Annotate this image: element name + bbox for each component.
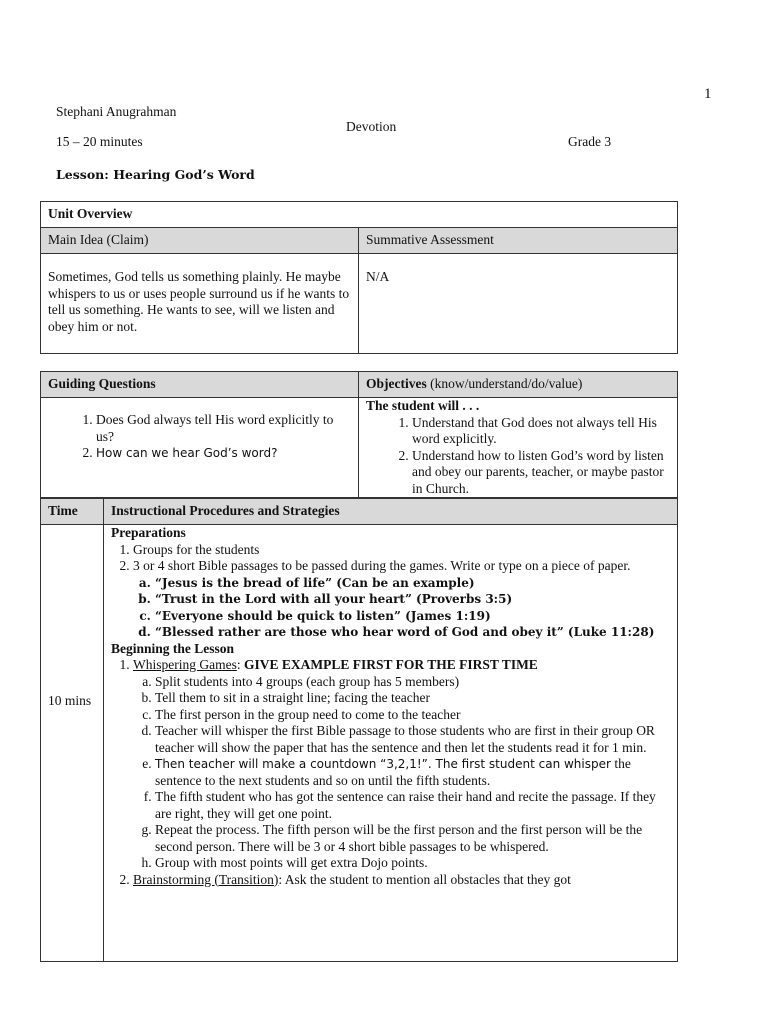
grade-level: Grade 3 (568, 134, 612, 149)
bible-passage: c. “Everyone should be quick to listen” (James 1:19) (155, 608, 667, 625)
guiding-question: 1. Does God always tell His word explicitly to us? (96, 412, 351, 445)
game-step: d. Teacher will whisper the first Bible passage to those students who are first in their group OR teacher will show the paper that has the sentence and then let the students read it for 1 min. (155, 723, 667, 756)
objectives-header-rest: (know/understand/do/value) (426, 376, 583, 391)
game-step: b. Tell them to sit in a straight line; facing the teacher (155, 690, 667, 707)
preparation-item: 2. 3 or 4 short Bible passages to be passed during the games. Write or type on a piece of paper. a. “Jesus is the bread of life” (Can be an example) b. “Trust in the Lord with all your heart” (Proverbs 3:5) c. “Everyone should be quick to listen” (James 1:19) d. “Blessed rather are those who hear word of God and obey it” (Luke 11:28) (133, 558, 667, 641)
objectives-header-bold: Objectives (366, 376, 427, 391)
lesson-duration: 15 – 20 minutes (56, 134, 143, 149)
procedures-table (40, 498, 678, 962)
main-idea-text: Sometimes, God tells us something plainly. He maybe whispers to us or uses people surround us if he wants to tell us something. He wants to see, will we listen and obey him or not. (41, 254, 359, 354)
objectives-cell (359, 398, 678, 498)
bible-passage: d. “Blessed rather are those who hear word of God and obey it” (Luke 11:28) (155, 624, 667, 641)
author-name: Stephani Anugrahman (56, 104, 177, 119)
game-step: f. The fifth student who has got the sentence can raise their hand and recite the passage. If they are right, they will get one point. (155, 789, 667, 822)
game-title: Whispering Games (133, 657, 237, 672)
procedures-cell (104, 525, 678, 962)
game-step: c. The first person in the group need to come to the teacher (155, 707, 667, 724)
lesson-title: Lesson: Hearing God’s Word (56, 167, 255, 182)
unit-overview-table (40, 201, 678, 354)
game-step: e. Then teacher will make a countdown “3,2,1!”. The first student can whisper the sentence to the next students and so on until the fifth students. (155, 756, 667, 789)
game-step: g. Repeat the process. The fifth person will be the first person and the first person will be the second person. There will be 3 or 4 short bible passages to be whispered. (155, 822, 667, 855)
subject-title: Devotion (346, 119, 397, 134)
time-value: 10 mins (41, 525, 104, 962)
summative-assessment-text: N/A (359, 254, 678, 354)
brainstorming: 2. Brainstorming (Transition): Ask the student to mention all obstacles that they got (133, 872, 667, 889)
game-step: a. Split students into 4 groups (each group has 5 members) (155, 674, 667, 691)
summative-assessment-header: Summative Assessment (359, 228, 678, 254)
time-header: Time (41, 499, 104, 525)
preparations-title: Preparations (111, 525, 186, 540)
game-step: h. Group with most points will get extra Dojo points. (155, 855, 667, 872)
guiding-questions-cell (41, 398, 359, 498)
preparation-item: 1. Groups for the students (133, 542, 667, 559)
beginning-title: Beginning the Lesson (111, 640, 235, 656)
main-idea-header: Main Idea (Claim) (41, 228, 359, 254)
objective-item: 2. Understand how to listen God’s word by listen and obey our parents, teacher, or maybe pastor in Church. (412, 448, 670, 498)
objectives-header (359, 372, 678, 398)
whispering-game: 1. Whispering Games: GIVE EXAMPLE FIRST FOR THE FIRST TIME a. Split students into 4 groups (each group has 5 members) b. Tell them to sit in a straight line; facing the teacher c. The first person in the group need to come to the teacher d. Teacher will whisper the first Bible passage to those students who are first in their group OR teacher will show the paper that has the sentence and then let the students read it for 1 min. e. Then teacher will make a countdown “3,2,1!”. The first student can whisper the sentence to the next students and so on until the fifth students. f. The fifth student who has got the sentence can raise their hand and recite the passage. If they are right, they will get one point. g. Repeat the process. The fifth person will be the first person and the first person will be the second person. There will be 3 or 4 short bible passages to be whispered. h. Group with most points will get extra Dojo points. (133, 657, 667, 872)
page-number: 1 (704, 86, 712, 102)
guiding-questions-table (40, 371, 678, 498)
objectives-intro: The student will . . . (366, 398, 480, 413)
unit-overview-title: Unit Overview (41, 202, 678, 228)
brainstorm-title: Brainstorming (Transition) (133, 871, 279, 887)
bible-passage: b. “Trust in the Lord with all your heart” (Proverbs 3:5) (155, 591, 667, 608)
guiding-question: 2. How can we hear God’s word? (96, 445, 351, 462)
objective-item: 1. Understand that God does not always tell His word explicitly. (412, 415, 670, 448)
game-emphasis: GIVE EXAMPLE FIRST FOR THE FIRST TIME (244, 657, 538, 672)
procedures-header: Instructional Procedures and Strategies (104, 499, 678, 525)
bible-passage: a. “Jesus is the bread of life” (Can be an example) (155, 575, 667, 592)
guiding-questions-header: Guiding Questions (41, 372, 359, 398)
